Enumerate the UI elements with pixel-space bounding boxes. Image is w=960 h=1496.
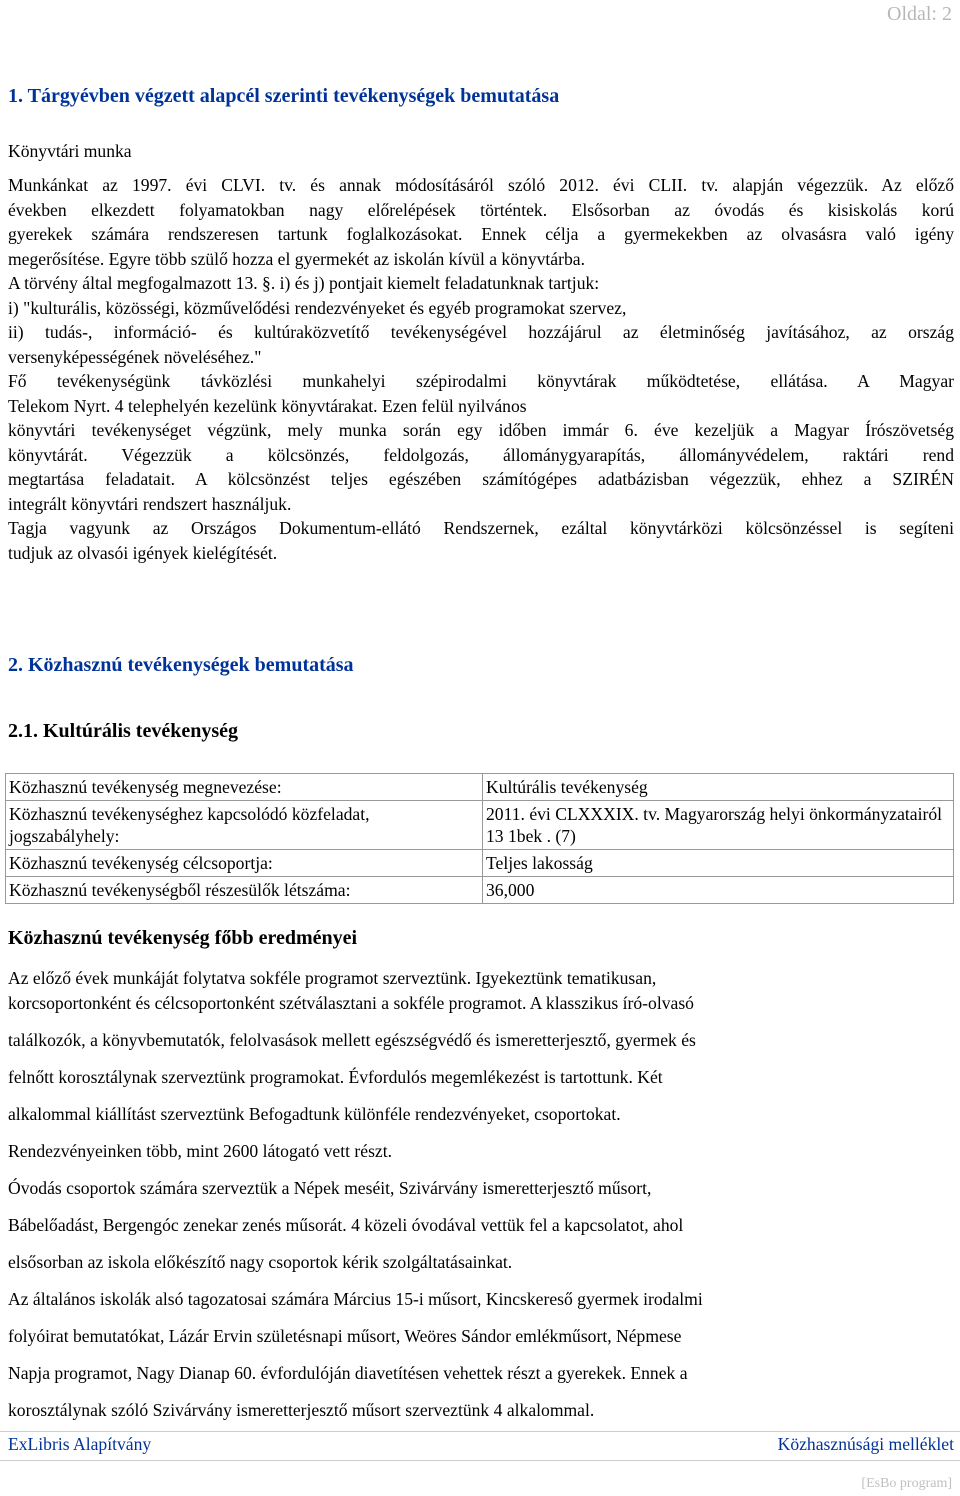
program-tag: [EsBo program] [861, 1476, 952, 1491]
results-line: Rendezvényeinken több, mint 2600 látogató vett részt. [8, 1141, 393, 1161]
table-cell-value: 2011. évi CLXXXIX. tv. Magyarország helyi önkormányzatairól 13 1bek . (7) [483, 801, 954, 850]
table-cell-value: Kultúrális tevékenység [483, 774, 954, 801]
section-1-subheading: Könyvtári munka [8, 141, 132, 161]
results-line: Napja programot, Nagy Dianap 60. évfordulóján diavetítésen vehettek részt a gyerekek. Ennek a [8, 1363, 688, 1383]
body-line: Tagja vagyunk az Országos Dokumentum-ellátó Rendszernek, ezáltal könyvtárközi kölcsönzéssel is segíteni [8, 518, 954, 538]
section-1-heading: 1. Tárgyévben végzett alapcél szerinti tevékenységek bemutatása [8, 85, 560, 107]
body-line: i) "kulturális, közösségi, közművelődési rendezvényeket és egyéb programokat szervez, [8, 297, 627, 318]
results-line: Az előző évek munkáját folytatva sokféle programot szerveztünk. Igyekeztünk tematikusan, [8, 968, 657, 988]
section-1-body [8, 173, 954, 565]
table-row [6, 774, 954, 801]
results-line: felnőtt korosztálynak szerveztünk programokat. Évfordulós megemlékezést is tartottunk. Két [8, 1067, 663, 1087]
activity-table [5, 773, 954, 904]
results-line: elsősorban az iskola előkészítő nagy csoportok kérik szolgáltatásainkat. [8, 1252, 513, 1272]
footer-document-type: Közhasznúsági melléklet [777, 1434, 954, 1454]
results-line: Bábelőadást, Bergengóc zenekar zenés műsorát. 4 közeli óvodával vettük fel a kapcsolatot, ahol [8, 1215, 684, 1235]
body-line: években elkezdett folyamatokban nagy előrelépések történtek. Elsősorban az óvodás és kisiskolás korú [8, 199, 954, 220]
results-line: találkozók, a könyvbemutatók, felolvasások mellett egészségvédő és ismeretterjesztő, gyermek és [8, 1030, 696, 1050]
body-line: A törvény által megfogalmazott 13. §. i) és j) pontjait kiemelt feladatunknak tartjuk: [8, 273, 600, 293]
body-line: ii) tudás-, információ- és kultúraközvetítő tevékenységével hozzájárul az életminőség javításához, az ország [8, 322, 954, 342]
results-line: korosztálynak szóló Szivárvány ismeretterjesztő műsort szerveztünk 4 alkalommal. [8, 1400, 595, 1420]
body-line: megerősítése. Egyre több szülő hozza el gyermekét az iskolán kívül a könyvtárba. [8, 248, 585, 269]
table-cell-label: Közhasznú tevékenység megnevezése: [6, 774, 483, 801]
page-number: Oldal: 2 [887, 3, 952, 25]
results-line: korcsoportonként és célcsoportonként szétválasztani a sokféle programot. A klasszikus író-olvasó [8, 993, 694, 1013]
body-line: Fő tevékenységünk távközlési munkahelyi szépirodalmi könyvtárak működtetése, ellátása. A Magyar [8, 371, 954, 391]
table-row [6, 877, 954, 904]
table-cell-label: Közhasznú tevékenységből részesülők létszáma: [6, 877, 483, 904]
body-line: gyerekek számára rendszeresen tartunk foglalkozásokat. Ennek célja a gyermekekben az olvasásra való igény [8, 224, 954, 244]
body-line: versenyképességének növeléséhez." [8, 346, 262, 367]
table-row [6, 850, 954, 877]
table-cell-label: Közhasznú tevékenységhez kapcsolódó közfeladat, jogszabályhely: [6, 801, 483, 850]
body-line: tudjuk az olvasói igények kielégítését. [8, 542, 278, 563]
table-cell-label: Közhasznú tevékenység célcsoportja: [6, 850, 483, 877]
body-line: könyvtárát. Végezzük a kölcsönzés, feldolgozás, állománygyarapítás, állományvédelem, raktári rend [8, 444, 954, 465]
body-line: Telekom Nyrt. 4 telephelyén kezelünk könyvtárakat. Ezen felül nyilvános [8, 395, 527, 416]
section-2-heading: 2. Közhasznú tevékenységek bemutatása [8, 654, 354, 676]
body-line: Munkánkat az 1997. évi CLVI. tv. és annak módosításáról szóló 2012. évi CLII. tv. alapján végezzük. Az előző [8, 175, 954, 195]
results-line: alkalommal kiállítást szerveztünk Befogadtunk különféle rendezvényeket, csoportokat. [8, 1104, 621, 1124]
body-line: könyvtári tevékenységet végzünk, mely munka során egy időben immár 6. éve kezeljük a Magyar Írószövetség [8, 420, 954, 440]
table-row [6, 801, 954, 850]
table-cell-value: Teljes lakosság [483, 850, 954, 877]
section-2-1-heading: 2.1. Kultúrális tevékenység [8, 720, 238, 742]
results-line: Az általános iskolák alsó tagozatosai számára Március 15-i műsort, Kincskereső gyermek irodalmi [8, 1289, 703, 1309]
results-line: folyóirat bemutatókat, Lázár Ervin születésnapi műsort, Weöres Sándor emlékműsort, Népmese [8, 1326, 682, 1346]
table-cell-value: 36,000 [483, 877, 954, 904]
results-heading: Közhasznú tevékenység főbb eredményei [8, 927, 358, 949]
body-line: megtartása feladatait. A kölcsönzést teljes egészében számítógépes adatbázisban végezzük, ehhez a SZIRÉN [8, 469, 954, 489]
footer-organization: ExLibris Alapítvány [8, 1434, 152, 1454]
body-line: integrált könyvtári rendszert használjuk. [8, 493, 292, 514]
results-line: Óvodás csoportok számára szerveztük a Népek meséit, Szivárvány ismeretterjesztő műsort, [8, 1178, 652, 1198]
